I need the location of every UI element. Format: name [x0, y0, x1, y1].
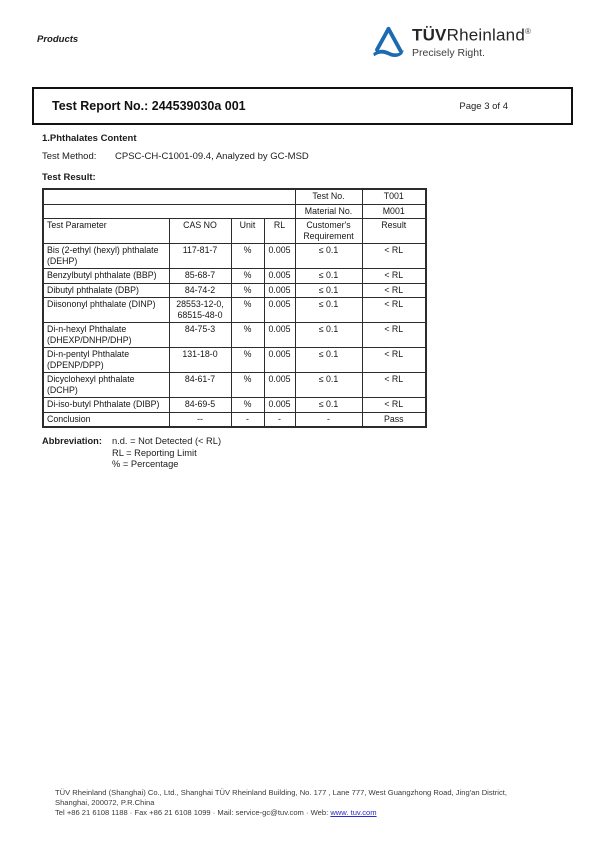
param-cell: Bis (2-ethyl (hexyl) phthalate (DEHP): [43, 244, 169, 269]
test-no-label: Test No.: [295, 189, 362, 204]
cas-cell: 84-75-3: [169, 323, 231, 348]
tuv-rheinland-logo: [372, 22, 531, 59]
unit-cell: %: [231, 298, 264, 323]
requirement-cell: ≤ 0.1: [295, 373, 362, 398]
test-result-label: Test Result:: [42, 172, 96, 183]
result-cell: < RL: [362, 373, 426, 398]
unit-cell: %: [231, 283, 264, 298]
table-row: [43, 398, 426, 413]
conclusion-requirement: -: [295, 412, 362, 427]
result-cell: < RL: [362, 298, 426, 323]
report-number: Test Report No.: 244539030a 001: [52, 99, 246, 113]
col-header-cas: CAS NO: [169, 219, 231, 244]
conclusion-unit: -: [231, 412, 264, 427]
test-no-value: T001: [362, 189, 426, 204]
param-cell: Di-n-hexyl Phthalate (DHEXP/DNHP/DHP): [43, 323, 169, 348]
rl-cell: 0.005: [264, 373, 295, 398]
page-indicator: Page 3 of 4: [459, 100, 508, 112]
conclusion-row: [43, 412, 426, 427]
abbreviation-line: % = Percentage: [112, 459, 179, 469]
requirement-cell: ≤ 0.1: [295, 283, 362, 298]
unit-cell: %: [231, 398, 264, 413]
requirement-cell: ≤ 0.1: [295, 298, 362, 323]
table-row: [43, 323, 426, 348]
footer-contact-text: Tel +86 21 6108 1188 · Fax +86 21 6108 1099 · Mail: service-gc@tuv.com · Web:: [55, 808, 331, 817]
conclusion-cas: --: [169, 412, 231, 427]
table-row-material-no: [43, 204, 426, 219]
param-cell: Benzylbutyl phthalate (BBP): [43, 269, 169, 284]
empty-cell: [43, 189, 295, 204]
result-cell: < RL: [362, 269, 426, 284]
col-header-requirement: Customer's Requirement: [295, 219, 362, 244]
result-cell: < RL: [362, 398, 426, 413]
registered-mark: ®: [524, 27, 532, 36]
test-method-line: [42, 151, 309, 162]
footer-address-line2: Shanghai, 200072, P.R.China: [55, 798, 155, 807]
footer-contact-line: [55, 808, 575, 818]
result-cell: < RL: [362, 348, 426, 373]
rl-cell: 0.005: [264, 283, 295, 298]
logo-rheinland-text: Rheinland: [446, 25, 525, 45]
section-heading: 1.Phthalates Content: [42, 133, 137, 144]
material-no-label: Material No.: [295, 204, 362, 219]
test-method-value: CPSC-CH-C1001-09.4, Analyzed by GC-MSD: [115, 151, 309, 162]
abbreviation-lines: [112, 436, 221, 471]
cas-cell: 131-18-0: [169, 348, 231, 373]
logo-text: [412, 22, 531, 59]
abbreviation-line: n.d. = Not Detected (< RL): [112, 436, 222, 446]
footer: [55, 788, 575, 818]
result-cell: < RL: [362, 323, 426, 348]
conclusion-rl: -: [264, 412, 295, 427]
param-cell: Diisononyl phthalate (DINP): [43, 298, 169, 323]
products-label: Products: [37, 34, 79, 45]
table-row-test-no: [43, 189, 426, 204]
cas-cell: 84-69-5: [169, 398, 231, 413]
rl-cell: 0.005: [264, 323, 295, 348]
tuv-triangle-icon: [372, 25, 405, 59]
table-row: [43, 298, 426, 323]
requirement-cell: ≤ 0.1: [295, 244, 362, 269]
table-header-row: [43, 219, 426, 244]
table-row: [43, 283, 426, 298]
table-row: [43, 269, 426, 284]
col-header-rl: RL: [264, 219, 295, 244]
test-result-table: [42, 188, 427, 428]
unit-cell: %: [231, 244, 264, 269]
table-row: [43, 373, 426, 398]
rl-cell: 0.005: [264, 398, 295, 413]
param-cell: Dibutyl phthalate (DBP): [43, 283, 169, 298]
cas-cell: 28553-12-0, 68515-48-0: [169, 298, 231, 323]
result-cell: < RL: [362, 244, 426, 269]
unit-cell: %: [231, 373, 264, 398]
empty-cell: [43, 204, 295, 219]
rl-cell: 0.005: [264, 244, 295, 269]
result-cell: < RL: [362, 283, 426, 298]
cas-cell: 84-61-7: [169, 373, 231, 398]
cas-cell: 117-81-7: [169, 244, 231, 269]
test-method-label: Test Method:: [42, 151, 97, 162]
col-header-unit: Unit: [231, 219, 264, 244]
cas-cell: 85-68-7: [169, 269, 231, 284]
param-cell: Di-n-pentyl Phthalate (DPENP/DPP): [43, 348, 169, 373]
unit-cell: %: [231, 269, 264, 284]
rl-cell: 0.005: [264, 298, 295, 323]
footer-web-link[interactable]: www. tuv.com: [330, 808, 377, 817]
unit-cell: %: [231, 323, 264, 348]
col-header-result: Result: [362, 219, 426, 244]
table-row: [43, 348, 426, 373]
requirement-cell: ≤ 0.1: [295, 398, 362, 413]
requirement-cell: ≤ 0.1: [295, 348, 362, 373]
report-title-box: [32, 87, 573, 125]
abbreviation-block: [42, 436, 221, 471]
requirement-cell: ≤ 0.1: [295, 269, 362, 284]
logo-wordmark: [412, 22, 531, 45]
cas-cell: 84-74-2: [169, 283, 231, 298]
unit-cell: %: [231, 348, 264, 373]
param-cell: Di-iso-butyl Phthalate (DIBP): [43, 398, 169, 413]
rl-cell: 0.005: [264, 348, 295, 373]
footer-address-line1: TÜV Rheinland (Shanghai) Co., Ltd., Shanghai TÜV Rheinland Building, No. 177 , Lane 777, West Guangzhong Road, Jing'an District,: [55, 788, 508, 797]
requirement-cell: ≤ 0.1: [295, 323, 362, 348]
material-no-value: M001: [362, 204, 426, 219]
conclusion-result: Pass: [362, 412, 426, 427]
logo-tuv-text: TÜV: [412, 25, 447, 45]
abbreviation-label: Abbreviation:: [42, 436, 102, 446]
conclusion-label: Conclusion: [43, 412, 169, 427]
logo-tagline: Precisely Right.: [412, 46, 485, 59]
param-cell: Dicyclohexyl phthalate (DCHP): [43, 373, 169, 398]
rl-cell: 0.005: [264, 269, 295, 284]
abbreviation-line: RL = Reporting Limit: [112, 447, 197, 458]
table-row: [43, 244, 426, 269]
col-header-parameter: Test Parameter: [43, 219, 169, 244]
